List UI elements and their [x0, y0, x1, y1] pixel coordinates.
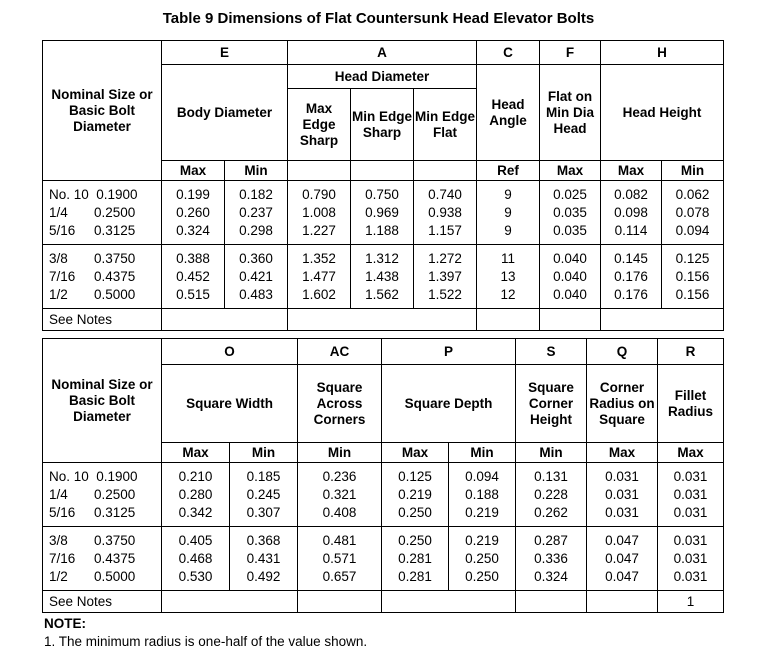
- col-letter-p: P: [382, 339, 516, 365]
- square-across-corners-header: Square Across Corners: [298, 365, 382, 443]
- cell-value: 0.250: [398, 504, 432, 520]
- cell-value: 0.342: [178, 504, 213, 520]
- cell-value: 0.031: [605, 504, 639, 520]
- cell-value: 1.188: [365, 222, 399, 238]
- cell-value: 0.199: [176, 186, 210, 202]
- fillet-radius-header: Fillet Radius: [658, 365, 724, 443]
- cell-value: 0.245: [246, 486, 281, 502]
- value-cell: [162, 245, 225, 309]
- cell-value: 1.397: [428, 268, 462, 284]
- sub-header: Min: [230, 443, 298, 463]
- cell-value: 0.094: [675, 222, 710, 238]
- sub-header: Min: [662, 161, 724, 181]
- cell-value: 12: [500, 286, 516, 302]
- nominal-size-value: 5/16 0.3125: [49, 504, 136, 520]
- cell-value: 0.047: [605, 550, 639, 566]
- nominal-size-value: No. 10 0.1900: [49, 186, 138, 202]
- sub-header: Min: [449, 443, 516, 463]
- cell-value: 1.008: [302, 204, 336, 220]
- col-letter-c: C: [477, 41, 540, 65]
- nominal-size-header: Nominal Size or Basic Bolt Diameter: [43, 339, 162, 463]
- cell-value: 0.287: [534, 532, 568, 548]
- cell-value: 9: [504, 186, 512, 202]
- cell-value: 0.125: [398, 468, 432, 484]
- sub-header: Max: [587, 443, 658, 463]
- cell-value: 1.157: [428, 222, 462, 238]
- value-cell: [351, 181, 414, 245]
- sub-header: [288, 161, 351, 181]
- nominal-size-cell: [43, 181, 162, 245]
- corner-radius-on-square-header: Corner Radius on Square: [587, 365, 658, 443]
- cell-value: 0.360: [239, 250, 273, 266]
- nominal-size-value: 3/8 0.3750: [49, 250, 136, 266]
- nominal-size-cell: [43, 463, 162, 527]
- value-cell: [477, 245, 540, 309]
- cell-value: 0.185: [246, 468, 281, 484]
- cell-value: 0.156: [675, 286, 710, 302]
- value-cell: [382, 527, 449, 591]
- value-cell: [162, 527, 230, 591]
- cell-value: 0.324: [534, 568, 568, 584]
- value-cell: [288, 181, 351, 245]
- cell-value: 0.145: [614, 250, 648, 266]
- value-cell: [540, 181, 601, 245]
- nominal-size-value: 3/8 0.3750: [49, 532, 136, 548]
- value-cell: [351, 245, 414, 309]
- cell-value: 0.324: [176, 222, 210, 238]
- cell-value: 0.571: [322, 550, 357, 566]
- value-cell: [658, 463, 724, 527]
- cell-value: 0.219: [398, 486, 432, 502]
- sub-header: Ref: [477, 161, 540, 181]
- cell-value: 0.035: [553, 222, 587, 238]
- square-width-header: Square Width: [162, 365, 298, 443]
- flat-on-min-dia-head-header: Flat on Min Dia Head: [540, 65, 601, 161]
- sub-header: Max: [658, 443, 724, 463]
- value-cell: [658, 527, 724, 591]
- value-cell: [540, 245, 601, 309]
- value-cell: [225, 245, 288, 309]
- value-cell: [382, 463, 449, 527]
- cell-value: 0.421: [239, 268, 273, 284]
- sub-header: Min: [225, 161, 288, 181]
- cell-value: 0.260: [176, 204, 210, 220]
- cell-value: 0.657: [322, 568, 357, 584]
- cell-value: 0.790: [302, 186, 336, 202]
- cell-value: 0.321: [322, 486, 357, 502]
- cell-value: 0.237: [239, 204, 273, 220]
- value-cell: [298, 463, 382, 527]
- cell-value: 0.031: [605, 468, 639, 484]
- cell-value: 0.182: [239, 186, 273, 202]
- cell-value: 0.047: [605, 532, 639, 548]
- cell-value: 0.114: [614, 222, 648, 238]
- nominal-size-header: Nominal Size or Basic Bolt Diameter: [43, 41, 162, 181]
- col-letter-ac: AC: [298, 339, 382, 365]
- head-height-header: Head Height: [601, 65, 724, 161]
- value-cell: [162, 181, 225, 245]
- min-edge-flat-header: Min Edge Flat: [414, 89, 477, 161]
- value-cell: [298, 527, 382, 591]
- cell-value: 0.031: [673, 504, 708, 520]
- note-heading: NOTE:: [44, 616, 86, 631]
- cell-value: 0.176: [614, 268, 648, 284]
- value-cell: [414, 245, 477, 309]
- cell-value: 0.210: [178, 468, 213, 484]
- cell-value: 0.431: [246, 550, 281, 566]
- cell-value: 0.040: [553, 268, 587, 284]
- value-cell: [230, 463, 298, 527]
- sub-header: Max: [162, 161, 225, 181]
- cell-value: 0.483: [239, 286, 273, 302]
- value-cell: [288, 245, 351, 309]
- cell-value: 0.025: [553, 186, 587, 202]
- table-row-group: [43, 245, 724, 309]
- cell-value: 0.405: [178, 532, 213, 548]
- cell-value: 0.750: [365, 186, 399, 202]
- nominal-size-value: No. 10 0.1900: [49, 468, 138, 484]
- sub-header: Min: [516, 443, 587, 463]
- value-cell: [662, 181, 724, 245]
- cell-value: 1.312: [365, 250, 399, 266]
- cell-value: 0.336: [534, 550, 568, 566]
- cell-value: 0.219: [465, 532, 499, 548]
- nominal-size-value: 1/2 0.5000: [49, 286, 136, 302]
- col-letter-a: A: [288, 41, 477, 65]
- value-cell: [587, 527, 658, 591]
- sub-header: [351, 161, 414, 181]
- dimensions-table-1: [42, 40, 724, 331]
- cell-value: 0.078: [675, 204, 710, 220]
- cell-value: 0.368: [246, 532, 281, 548]
- cell-value: 0.040: [553, 286, 587, 302]
- dimensions-table-2: [42, 338, 724, 613]
- nominal-size-cell: [43, 527, 162, 591]
- cell-value: 0.481: [322, 532, 357, 548]
- value-cell: [587, 463, 658, 527]
- cell-value: 0.938: [428, 204, 462, 220]
- cell-value: 0.131: [534, 468, 568, 484]
- cell-value: 1.272: [428, 250, 462, 266]
- cell-value: 0.740: [428, 186, 462, 202]
- value-cell: [516, 463, 587, 527]
- max-edge-sharp-header: Max Edge Sharp: [288, 89, 351, 161]
- cell-value: 0.031: [605, 486, 639, 502]
- nominal-size-value: 1/2 0.5000: [49, 568, 136, 584]
- cell-value: 0.031: [673, 568, 708, 584]
- cell-value: 0.156: [675, 268, 710, 284]
- sub-header: [414, 161, 477, 181]
- fillet-note-ref: 1: [658, 591, 724, 613]
- nominal-size-value: 1/4 0.2500: [49, 204, 136, 220]
- value-cell: [516, 527, 587, 591]
- note-1: 1. The minimum radius is one-half of the value shown.: [44, 634, 368, 649]
- table-row-group: [43, 181, 724, 245]
- head-angle-header: Head Angle: [477, 65, 540, 161]
- sub-header: Max: [382, 443, 449, 463]
- cell-value: 0.250: [465, 550, 499, 566]
- nominal-size-value: 7/16 0.4375: [49, 268, 136, 284]
- cell-value: 1.602: [302, 286, 336, 302]
- page-title: Table 9 Dimensions of Flat Countersunk Head Elevator Bolts: [162, 10, 595, 27]
- body-diameter-header: Body Diameter: [162, 65, 288, 161]
- nominal-size-value: 7/16 0.4375: [49, 550, 136, 566]
- sub-header: Max: [601, 161, 662, 181]
- cell-value: 0.125: [675, 250, 710, 266]
- cell-value: 0.176: [614, 286, 648, 302]
- cell-value: 0.031: [673, 468, 708, 484]
- value-cell: [230, 527, 298, 591]
- square-corner-height-header: Square Corner Height: [516, 365, 587, 443]
- sub-header: Max: [162, 443, 230, 463]
- cell-value: 0.250: [465, 568, 499, 584]
- cell-value: 0.236: [322, 468, 357, 484]
- cell-value: 1.522: [428, 286, 462, 302]
- cell-value: 0.307: [246, 504, 281, 520]
- value-cell: [601, 181, 662, 245]
- cell-value: 0.280: [178, 486, 213, 502]
- cell-value: 1.438: [365, 268, 399, 284]
- nominal-size-value: 1/4 0.2500: [49, 486, 136, 502]
- cell-value: 0.040: [553, 250, 587, 266]
- cell-value: 0.452: [176, 268, 210, 284]
- table-row-group: [43, 527, 724, 591]
- cell-value: 9: [504, 204, 512, 220]
- value-cell: [414, 181, 477, 245]
- cell-value: 0.031: [673, 532, 708, 548]
- cell-value: 0.035: [553, 204, 587, 220]
- cell-value: 0.228: [534, 486, 568, 502]
- cell-value: 0.188: [465, 486, 499, 502]
- cell-value: 0.047: [605, 568, 639, 584]
- table-row-group: [43, 463, 724, 527]
- see-notes: See Notes: [43, 309, 162, 331]
- cell-value: 0.298: [239, 222, 273, 238]
- col-letter-s: S: [516, 339, 587, 365]
- cell-value: 11: [501, 250, 516, 266]
- col-letter-h: H: [601, 41, 724, 65]
- cell-value: 0.031: [673, 486, 708, 502]
- cell-value: 0.031: [673, 550, 708, 566]
- cell-value: 0.388: [176, 250, 210, 266]
- cell-value: 0.098: [614, 204, 648, 220]
- cell-value: 1.227: [302, 222, 336, 238]
- value-cell: [449, 527, 516, 591]
- col-letter-o: O: [162, 339, 298, 365]
- value-cell: [662, 245, 724, 309]
- cell-value: 0.492: [246, 568, 281, 584]
- sub-header: Max: [540, 161, 601, 181]
- sub-header: Min: [298, 443, 382, 463]
- see-notes: See Notes: [43, 591, 162, 613]
- min-edge-sharp-header: Min Edge Sharp: [351, 89, 414, 161]
- cell-value: 13: [500, 268, 516, 284]
- cell-value: 0.094: [465, 468, 499, 484]
- value-cell: [601, 245, 662, 309]
- value-cell: [225, 181, 288, 245]
- cell-value: 0.281: [398, 550, 432, 566]
- cell-value: 1.562: [365, 286, 399, 302]
- cell-value: 1.477: [302, 268, 336, 284]
- cell-value: 0.082: [614, 186, 648, 202]
- cell-value: 0.250: [398, 532, 432, 548]
- col-letter-r: R: [658, 339, 724, 365]
- cell-value: 0.530: [178, 568, 213, 584]
- nominal-size-value: 5/16 0.3125: [49, 222, 136, 238]
- cell-value: 0.408: [322, 504, 357, 520]
- value-cell: [162, 463, 230, 527]
- value-cell: [477, 181, 540, 245]
- cell-value: 0.969: [365, 204, 399, 220]
- cell-value: 0.219: [465, 504, 499, 520]
- value-cell: [449, 463, 516, 527]
- square-depth-header: Square Depth: [382, 365, 516, 443]
- col-letter-f: F: [540, 41, 601, 65]
- cell-value: 0.281: [398, 568, 432, 584]
- nominal-size-cell: [43, 245, 162, 309]
- cell-value: 0.262: [534, 504, 568, 520]
- head-diameter-header: Head Diameter: [288, 65, 477, 89]
- col-letter-e: E: [162, 41, 288, 65]
- col-letter-q: Q: [587, 339, 658, 365]
- cell-value: 0.468: [178, 550, 213, 566]
- cell-value: 9: [504, 222, 512, 238]
- cell-value: 1.352: [302, 250, 336, 266]
- cell-value: 0.515: [176, 286, 210, 302]
- cell-value: 0.062: [675, 186, 710, 202]
